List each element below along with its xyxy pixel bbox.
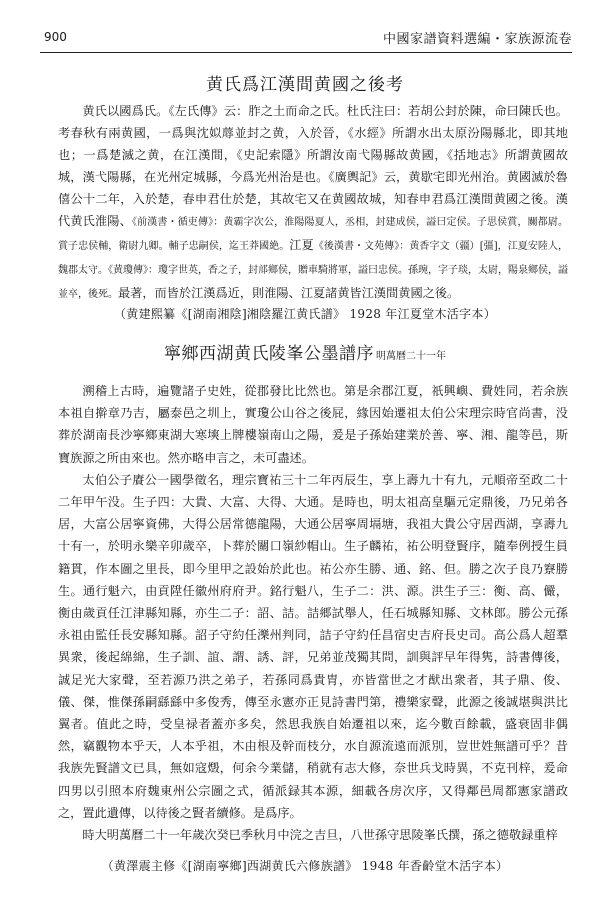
page-header <box>44 28 572 54</box>
section1-text-end: 江夏諸黄皆江漢間黄國之後。 <box>300 286 460 300</box>
section1-body <box>58 100 568 306</box>
running-title: 中國家譜資料選編・家族源流卷 <box>382 32 572 47</box>
source-citation-2: （黄澤震主修《[湖南寧鄉]西湖黄氏六修族譜》 1948 年香齡堂木活字本） <box>101 859 509 873</box>
section2-subtitle: 明萬曆二十一年 <box>376 351 446 362</box>
section2-paragraph: 太伯公子賡公一國學徵名，理宗寶祐三十二年丙辰生，享上壽九十有九，元順帝至政二十二年甲午没。生子四：大貴、大富、大得、大通。是時也，明太祖高皇驅元定鼎後，乃兄弟各居，大富公居寧資佛，大得公居常德龍陽，大通公居寧周塥塘，我祖大貴公守居西湖，享壽九十有一，於明永樂辛卯歲卒，卜葬於關口嶺紗帽山。生子麟祐，祐公明登賢序，隨奉例授生員籍貫，作本圖之里長，即今里甲之設始於此也。祐公亦生勝、通、銘、但。勝之次子良乃竂勝生。通行魁六，由貢陞任徽州府府尹。銘行魁八，生子二：洪、源。洪生子三：衡、高、儼，衡由歲貢任江津縣知縣，亦生二子：詔、詰。詰郷試舉人，任石城縣知縣、文林郎。勝公元孫永祖由監任長安縣知縣。詔子守約任濼州判同，詰子守約任昌宿史吉府長史司。高公爲人超羣異衆，後起綿綿，生子訓、誼、謂、誘、評，兄弟並茂獨其問，訓與評早年得隽，詩書傳後，誠足光大家聲，至若源乃洪之弟子，若孫同爲貴胄，亦皆當世之才猷出衆者，其子鼎、俊、儀、傑，惟傑孫嗣繇繇中多俊秀，傳至永憲亦正見詩書門第，禮樂家聲，此源之後誠堪與洪比翼者。值此之時，受皇禄者蓋亦多矣，然思我族自始遷祖以來，迄今數百餘載，盛衰固非偶然，竊觀物本乎天，人本乎祖，木由根及幹而枝分，水自源流遠而派別，豈世姓無譜可乎？昔我族先賢譜文已具，無如寇燬，何余今業儲，稍就有志大修，奈世兵戈時異，不克刊梓，爰命四男以引照本府魏東州公宗圖之式，循派録其本源，細載各房次序，又得鄰邑周都憲家譜政之，置此遺傳，以待後之賢者續修。是爲序。 <box>58 472 568 820</box>
section2-title <box>0 339 610 364</box>
header-rule <box>40 52 572 53</box>
note-head: 《前漢書・循吏傳》： <box>131 217 224 228</box>
section2-paragraph: 時大明萬曆二十一年歲次癸巳季秋月中浣之吉旦，八世孫守思陵峯氏撰，孫之德敬録重梓 <box>82 828 558 843</box>
note-body: 黄霸字次公，淮陽陽夏人，丞相，封建成侯，謚曰定侯。子思侯賞，關都尉。賞子忠侯輔，衛尉九卿。輔子忠嗣侯，迄王莽國絶。 <box>58 217 569 252</box>
section2-title-text: 寧鄉西湖黄氏陵峯公墨譜序 <box>164 344 374 364</box>
section2-paragraph: 溯稽上古時，遍覽諸子史姓，從郡發比比然也。第是余郡江夏，祇興嶼、費姓同，若余族本祖自擀章乃吉，屬泰邑之圳上，實瓊公山谷之後屁，緣因始遷祖太伯公宋理宗時官尚書，没葬於湖南長沙寧鄉東湖大寒塽上牌樓嶺南山之陽，爰是子孫始建業於善、寧、湘、龍等邑，斯寶族源之所由來也。然亦略申言之，未可盡述。 <box>58 384 568 465</box>
note-body-2: 《後漢書・文苑傳》：黄香字文（疆）[彊]，江夏安陸人，魏郡太守。《黄瓊傳》：瓊字世英，香之子，封邟鄉侯，贈車騎將軍，謚曰忠侯。孫琬，字子琰，太尉，陽泉鄉侯，謚並卒，後死。 <box>58 241 569 300</box>
page-number: 900 <box>44 30 67 44</box>
note-tail: 最著，而皆於江漢爲近，則淮陽、 <box>118 286 301 300</box>
note-lead: 江夏 <box>289 238 314 252</box>
source-citation-1: （黄建熙纂《[湖南湘陰]湘陰羅江黄氏譜》 1928 年江夏堂木活字本） <box>113 307 497 321</box>
section1-title: 黄氏爲江漢間黄國之後考 <box>206 75 404 95</box>
section2-body <box>58 380 568 846</box>
section1-text: 黄氏以國爲氏。《左氏傳》云：胙之土而命之氏。杜氏注曰：若胡公封於陳，命曰陳氏也。考春秋有兩黄國，一爲與沈姒蓐並封之黄，入於晉，《水經》所謂水出太原汾陽縣北，即其地也；一爲楚滅之黄，在江漢間，《史記索隱》所謂汝南弋陽縣故黄國，《括地志》所謂黄國故城，漢弋陽縣，在光州定城縣，今爲光州治是也。《廣輿記》云，黄歇宅即光州治。黄國滅於魯僖公十二年，入於楚，春申君仕於楚，其故宅又在黄國故城，知春申君爲江漢間黄國之後。漢代黄氏淮陽、 <box>58 104 568 228</box>
section1-paragraph <box>58 100 568 306</box>
